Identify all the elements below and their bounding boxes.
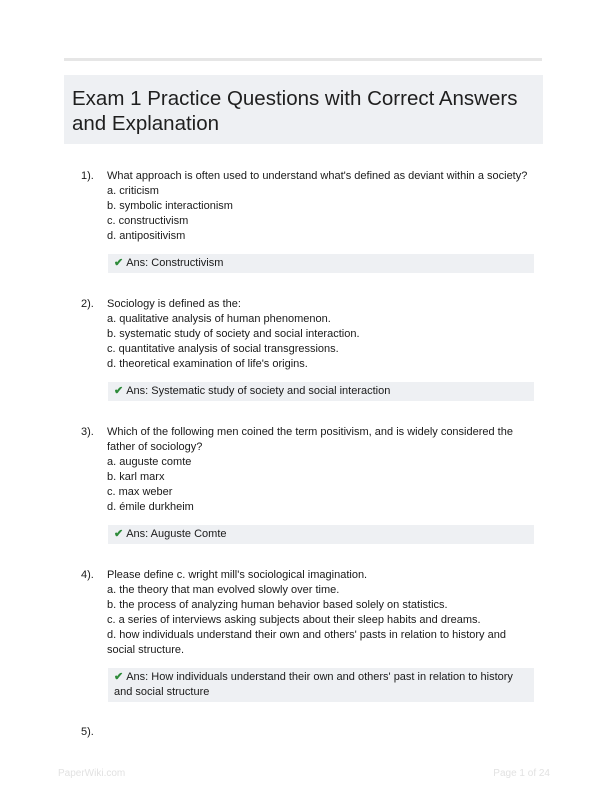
answer-text: Ans: Systematic study of society and social interaction — [126, 385, 391, 397]
question-text: Please define c. wright mill's sociological imagination. — [107, 569, 368, 581]
option-b: b. the process of analyzing human behavior based solely on statistics. — [107, 599, 448, 611]
footer-site: PaperWiki.com — [58, 768, 126, 779]
option-a: a. criticism — [107, 185, 159, 197]
option-b: b. karl marx — [107, 471, 165, 483]
footer-page-number: Page 1 of 24 — [493, 768, 550, 779]
top-divider — [64, 58, 542, 61]
question-number: 3). — [81, 426, 94, 438]
option-d: d. how individuals understand their own and others' pasts in relation to history and social structure. — [107, 629, 506, 656]
question-text: Sociology is defined as the: — [107, 298, 241, 310]
question-text: What approach is often used to understand what's defined as deviant within a society? — [107, 170, 528, 182]
answer-box — [108, 668, 534, 702]
option-c: c. a series of interviews asking subjects about their sleep habits and dreams. — [107, 614, 481, 626]
answer-text: Ans: Auguste Comte — [126, 528, 227, 540]
option-c: c. quantitative analysis of social transgressions. — [107, 343, 339, 355]
option-c: c. constructivism — [107, 215, 189, 227]
checkmark-icon: ✔ — [114, 671, 124, 683]
checkmark-icon: ✔ — [114, 257, 124, 269]
answer-box — [108, 254, 534, 273]
option-d: d. theoretical examination of life's origins. — [107, 358, 308, 370]
answer-text: Ans: How individuals understand their own and others' past in relation to history and social structure — [114, 671, 513, 698]
option-d: d. émile durkheim — [107, 501, 194, 513]
question-number: 4). — [81, 569, 94, 581]
question-number: 5). — [81, 726, 94, 738]
option-a: a. qualitative analysis of human phenomenon. — [107, 313, 331, 325]
checkmark-icon: ✔ — [114, 385, 124, 397]
option-a: a. the theory that man evolved slowly over time. — [107, 584, 340, 596]
option-b: b. systematic study of society and social interaction. — [107, 328, 360, 340]
option-c: c. max weber — [107, 486, 173, 498]
question-number: 2). — [81, 298, 94, 310]
answer-text: Ans: Constructivism — [126, 257, 224, 269]
checkmark-icon: ✔ — [114, 528, 124, 540]
option-a: a. auguste comte — [107, 456, 192, 468]
option-b: b. symbolic interactionism — [107, 200, 233, 212]
option-d: d. antipositivism — [107, 230, 186, 242]
question-number: 1). — [81, 170, 94, 182]
answer-box — [108, 382, 534, 401]
answer-box — [108, 525, 534, 544]
title-banner — [64, 75, 543, 144]
page-title: Exam 1 Practice Questions with Correct Answers and Explanation — [72, 87, 518, 135]
question-text: Which of the following men coined the term positivism, and is widely considered the father of sociology? — [107, 426, 513, 453]
